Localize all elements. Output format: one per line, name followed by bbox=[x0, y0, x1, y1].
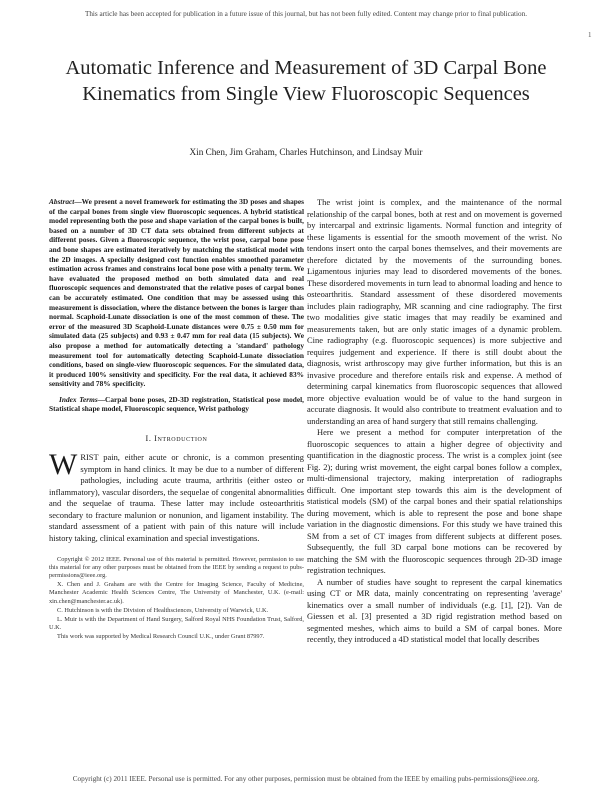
footnote-copyright: Copyright © 2012 IEEE. Personal use of this material is permitted. However, permission to use this material for any other purposes must be obtained from the IEEE by sending a request to pubs-permissions@ieee.org. bbox=[49, 556, 304, 580]
section-heading: I. Introduction bbox=[145, 434, 208, 444]
footnote-funding: This work was supported by Medical Research Council U.K., under Grant 87997. bbox=[57, 632, 265, 640]
intro-text: RIST pain, either acute or chronic, is a common presenting symptom in hand clinics. It may be due to a number of different pathologies, including acute trauma, arthritis (either osteo or inflammatory), vascular disorders, the sequelae of congenital abnormalities and the sequelae of trauma. These latter may include osteoarthritis secondary to fracture malunion or nonunion, and ligament instability. The standard assessment of a patient with pain of this nature will include history taking, clinical examination and special investigations. bbox=[49, 452, 304, 543]
index-terms bbox=[49, 395, 304, 414]
drop-cap: W bbox=[49, 448, 78, 482]
right-column bbox=[307, 197, 562, 646]
footnote-affiliation: X. Chen and J. Graham are with the Centre for Imaging Science, Faculty of Medicine, Manchester Academic Health Sciences Centre, The University of Manchester, U.K. (e-mail: xin.chen@manchester.ac.uk). bbox=[49, 581, 304, 605]
paper-title: Automatic Inference and Measurement of 3D Carpal Bone Kinematics from Single View Fluoroscopic Sequences bbox=[65, 57, 547, 105]
left-column bbox=[49, 197, 304, 642]
intro-paragraph bbox=[49, 448, 304, 544]
index-terms-text: —Carpal bone poses, 2D-3D registration, Statistical pose model, Statistical shape model, Fluoroscopic sequence, Wrist pathology bbox=[49, 394, 304, 414]
abstract-text: —We present a novel framework for estimating the 3D poses and shapes of the carpal bones from single view fluoroscopic sequences. A hybrid statistical model representing both the pose and shape variation of the carpal bones is built, based on a number of 3D CT data sets obtained from different subjects at different poses. Given a fluoroscopic sequence, the wrist pose, carpal bone pose and bone shapes are estimated iteratively by matching the statistical model with the 2D images. A specially designed cost function enables smoothed parameter estimation across frames and constrains local bone pose with a penalty term. We have evaluated the proposed method on both simulated data and real fluoroscopic sequences and demonstrated that the relative poses of carpal bones can be accurately estimated. One condition that may be assessed using this measurement is dissociation, where the distance between the bones is larger than normal. Scaphoid-Lunate dissociation is one of the most common of these. The error of the measured 3D Scaphoid-Lunate distances were 0.75 ± 0.50 mm for simulated data (25 subjects) and 0.93 ± 0.47 mm for real data (15 subjects). We also propose a method for automatically detecting a 'standard' pathology measurement tool for automatically detecting Scaphoid-Lunate dissociation conditions, based on single-view fluoroscopic sequences. For the simulated data, it produced 100% sensitivity and specificity. For the real data, it achieved 83% sensitivity and 78% specificity. bbox=[49, 197, 304, 389]
copyright-footer: Copyright (c) 2011 IEEE. Personal use is permitted. For any other purposes, permission must be obtained from the IEEE by emailing pubs-permissions@ieee.org. bbox=[72, 775, 540, 783]
body-paragraph: A number of studies have sought to represent the carpal kinematics using CT or MR data, mainly concentrating on representing 'average' kinematics over a small number of individuals (e.g. [1], [2]). Van de Giessen et al. [3] presented a 3D rigid registration method based on segmented meshes, which aims to build a SM of carpal bones. More recently, they introduced a 4D statistical model that locally describes bbox=[307, 576, 562, 644]
body-paragraph: Here we present a method for computer interpretation of the fluoroscopic sequences to attain a higher degree of objectivity and quantification in the diagnostic process. The wrist is a complex joint (see Fig. 2); during wrist movement, the eight carpal bones follow a complex, multi-dimensional trajectory, making interpretation of radiographs difficult. One important step towards this aim is the development of statistical models (SM) of the carpal bones and their spatial relationships during movement, which is able to represent the pose and bone shape variation in the diagnostic dimensions. For this study we have trained this SM from a set of CT images from different subjects at different poses. Subsequently, the full 3D carpal bone motions can be recovered by matching the SM with the fluoroscopic sequences through 2D-3D image registration techniques. bbox=[307, 427, 562, 575]
index-terms-label: Index Terms bbox=[59, 394, 98, 404]
footnote-affiliation: C. Hutchinson is with the Division of Healthsciences, University of Warwick, U.K. bbox=[57, 606, 269, 614]
journal-banner: This article has been accepted for publication in a future issue of this journal, but has not been fully edited. Content may change prior to final publication. bbox=[84, 10, 528, 18]
page-number: 1 bbox=[588, 31, 592, 39]
abstract-label: Abstract bbox=[49, 197, 75, 206]
abstract bbox=[49, 197, 304, 389]
author-list: Xin Chen, Jim Graham, Charles Hutchinson, and Lindsay Muir bbox=[189, 147, 423, 157]
body-paragraph: The wrist joint is complex, and the maintenance of the normal relationship of the carpal bones, both at rest and on movement is governed by intercarpal and extrinsic ligaments. Normal function and integrity of these ligaments is essential for the smooth movement of the wrist. No tendons insert onto the carpal bones themselves, and their movements are therefore dictated by the movements of the surrounding bones. Ligamentous injuries may lead to disordered movements of the bones. These disordered movements in turn lead to abnormal loading and hence to osteoarthritis. Standard assessment of these disordered movements includes plain radiography, MR scanning and cine radiography. The first two modalities give static images that may readily be examined and measurements taken, but are only static images of a dynamic problem. Cine radiography (e.g. fluoroscopic sequences) is more subjective and requires judgement and experience. If there is still doubt about the diagnosis, wrist arthroscopy may give further information, but this is an invasive procedure and therefore entails risk and expense. A method of determining carpal kinematics from fluoroscopic sequences that allowed more objective evaluation would be of value to the hand surgeon in accurate diagnosis. It would also contribute to treatment evaluation and to understanding an area of hand surgery that still remains challenging. bbox=[307, 197, 562, 426]
footnote-affiliation: L. Muir is with the Department of Hand Surgery, Salford Royal NHS Foundation Trust, Salford, U.K. bbox=[49, 615, 304, 631]
footnotes bbox=[49, 556, 304, 641]
